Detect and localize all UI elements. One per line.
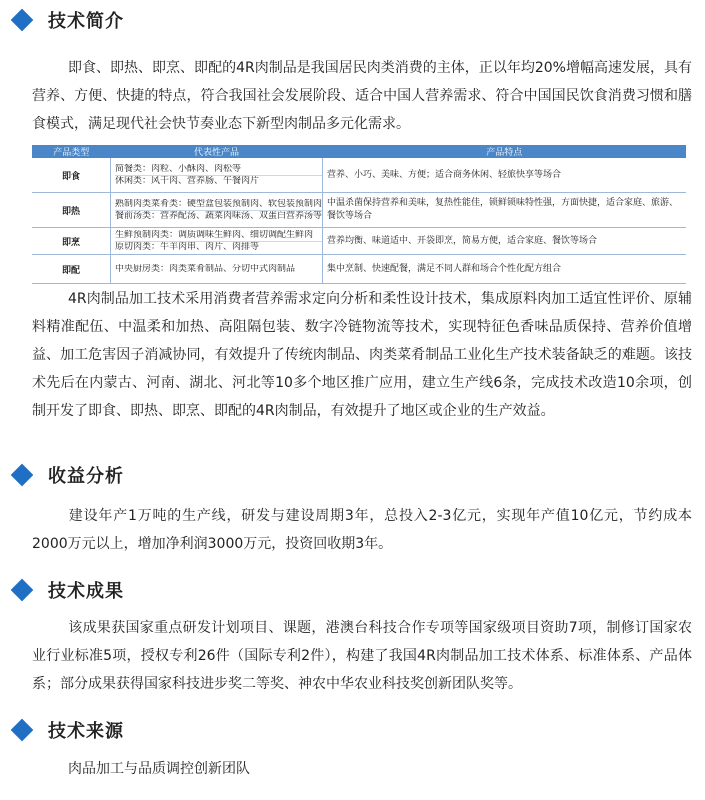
product-list-cell xyxy=(111,228,323,255)
achievement-paragraph xyxy=(32,614,692,698)
feature-cell xyxy=(323,255,686,284)
table-row xyxy=(32,193,686,228)
product-type-cell: 即烹 xyxy=(32,228,111,255)
feature-cell xyxy=(323,228,686,255)
product-line: 餐前汤类：营养配汤、蔬菜肉味汤、双蛋白营养汤等 xyxy=(115,210,323,221)
product-line: 生鲜预制肉类：调质调味生鲜肉、细切调配生鲜肉 xyxy=(115,229,314,240)
feature-text: 营养、小巧、美味、方便；适合商务休闲、轻旅快享等场合 xyxy=(327,169,562,180)
section-title: 技术来源 xyxy=(48,721,124,742)
table-header-products: 代表性产品 xyxy=(111,145,323,158)
table-header-type: 产品类型 xyxy=(32,145,111,158)
paragraph-text: 4R肉制品加工技术采用消费者营养需求定向分析和柔性设计技术，集成原料肉加工适宜性评价、原辅料精准配伍、中温柔和加热、高阻隔包装、数字冷链物流等技术，实现特征色香味品质保持、营养价值增益、加工危害因子消减协同，有效提升了传统肉制品、肉类菜肴制品工业化生产技术装备缺乏的难题。该技术先后在内蒙古、河南、湖北、河北等10多个地区推广应用，建立生产线6条，完成技术改造10余项，创制开发了即食、即热、即烹、即配的4R肉制品，有效提升了地区或企业的生产效益。 xyxy=(32,291,692,419)
source-paragraph xyxy=(32,755,692,783)
table-row xyxy=(32,255,686,284)
product-line: 中央厨房类：肉类菜肴制品、分切中式肉制品 xyxy=(115,263,296,274)
feature-cell xyxy=(323,158,686,193)
diamond-bullet-icon xyxy=(11,579,34,602)
feature-text: 中温杀菌保持营养和美味，复热性能佳，锁鲜锁味特性强，方面快捷，适合家庭、旅游、餐饮等场合 xyxy=(327,198,679,221)
section-header-source xyxy=(8,715,124,745)
table-row xyxy=(32,158,686,193)
section-title: 技术成果 xyxy=(48,581,124,602)
product-list-cell xyxy=(111,193,323,228)
product-line: 原切肉类：牛羊肉串、肉片、肉排等 xyxy=(115,241,322,253)
product-line: 简餐类：肉粒、小酥肉、肉松等 xyxy=(115,163,242,174)
product-type-cell: 即食 xyxy=(32,158,111,193)
paragraph-text: 肉品加工与品质调控创新团队 xyxy=(68,761,250,777)
product-line: 熟制肉类菜肴类：硬型盒包装预制肉、软包装预制肉 xyxy=(115,198,323,209)
product-table xyxy=(32,145,686,284)
table-header-row xyxy=(32,145,686,158)
diamond-bullet-icon xyxy=(11,719,34,742)
feature-text: 营养均衡、味道适中、开袋即烹，简易方便，适合家庭、餐饮等场合 xyxy=(327,235,598,246)
product-list-cell xyxy=(111,255,323,284)
section-header-intro xyxy=(8,5,124,35)
product-type-cell: 即热 xyxy=(32,193,111,228)
table-header-features: 产品特点 xyxy=(323,145,686,158)
paragraph-text: 该成果获国家重点研发计划项目、课题，港澳台科技合作专项等国家级项目资助7项，制修订国家农业行业标准5项，授权专利26件（国际专利2件），构建了我国4R肉制品加工技术体系、标准体系、产品体系；部分成果获得国家科技进步奖二等奖、神农中华农业科技奖创新团队奖等。 xyxy=(32,620,692,692)
intro-paragraph-1 xyxy=(32,54,692,138)
product-list-cell xyxy=(111,158,323,193)
benefit-paragraph xyxy=(32,502,692,558)
feature-text: 集中烹制、快速配餐，满足不同人群和场合个性化配方组合 xyxy=(327,263,562,274)
paragraph-text: 建设年产1万吨的生产线，研发与建设周期3年，总投入2-3亿元，实现年产值10亿元，节约成本2000万元以上，增加净利润3000万元，投资回收期3年。 xyxy=(32,508,692,552)
intro-paragraph-2 xyxy=(32,285,692,425)
section-title: 技术简介 xyxy=(48,11,124,32)
section-header-achievement xyxy=(8,575,124,605)
section-header-benefit xyxy=(8,460,124,490)
product-line: 休闲类：风干肉、营养肠、午餐肉片 xyxy=(115,175,322,187)
product-type-cell: 即配 xyxy=(32,255,111,284)
table-row xyxy=(32,228,686,255)
feature-cell xyxy=(323,193,686,228)
diamond-bullet-icon xyxy=(11,464,34,487)
section-title: 收益分析 xyxy=(48,466,124,487)
diamond-bullet-icon xyxy=(11,9,34,32)
paragraph-text: 即食、即热、即烹、即配的4R肉制品是我国居民肉类消费的主体，正以年均20%增幅高速发展，具有营养、方便、快捷的特点，符合我国社会发展阶段、适合中国人营养需求、符合中国国民饮食消费习惯和膳食模式，满足现代社会快节奏业态下新型肉制品多元化需求。 xyxy=(32,60,692,132)
